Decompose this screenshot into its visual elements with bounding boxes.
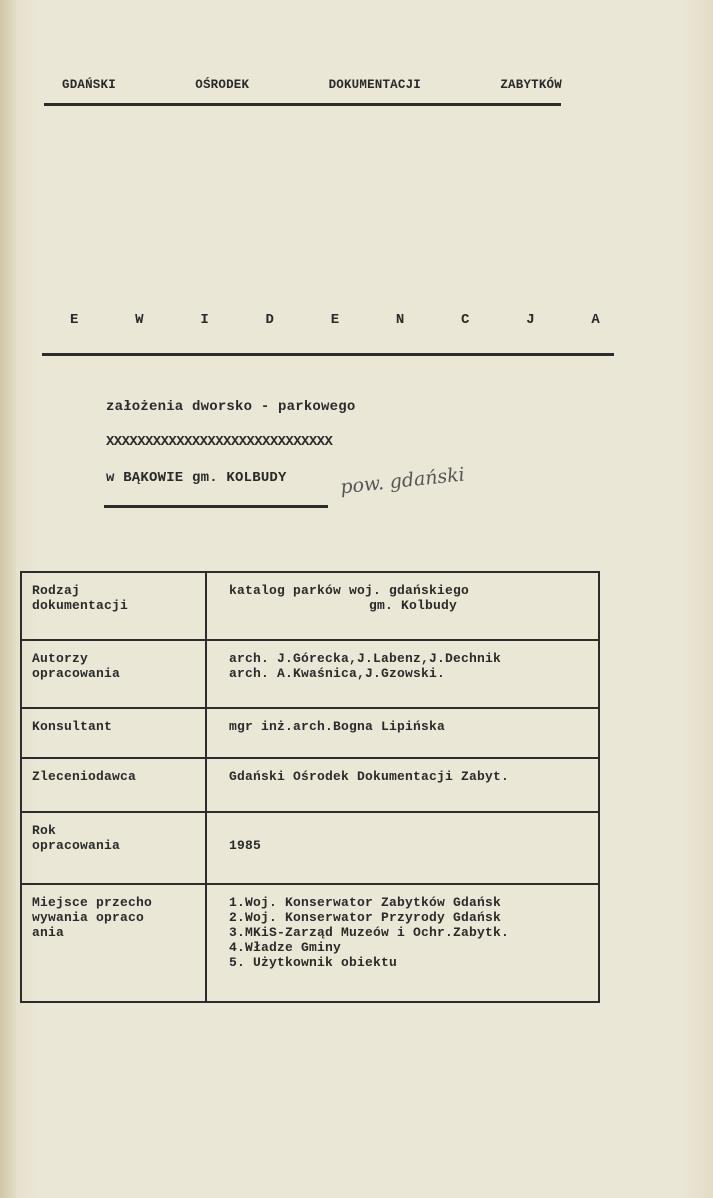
row-value: 1.Woj. Konserwator Zabytków Gdańsk 2.Woj. Konserwator Przyrody Gdańsk 3.MKiS-Zarząd Muzeów i Ochr.Zabytk. 4.Władze Gminy 5. Użytkownik obiektu [206,884,599,1002]
title-rule [42,353,614,356]
title-letter: C [461,312,470,328]
table-row [21,708,599,758]
row-label: Zleceniodawca [21,758,206,812]
row-label: Miejsce przecho wywania opraco ania [21,884,206,1002]
document-title [70,312,600,328]
institution-header [62,78,562,92]
title-letter: J [526,312,535,328]
header-rule [44,103,561,106]
header-word: GDAŃSKI [62,78,116,92]
table-row [21,812,599,884]
row-value: katalog parków woj. gdańskiego gm. Kolbudy [206,572,599,640]
row-value: arch. J.Górecka,J.Labenz,J.Dechnik arch. A.Kwaśnica,J.Gzowski. [206,640,599,708]
table-row [21,758,599,812]
row-value: 1985 [206,812,599,884]
row-value: mgr inż.arch.Bogna Lipińska [206,708,599,758]
row-label: Autorzy opracowania [21,640,206,708]
paper-edge [0,0,16,1198]
title-letter: A [591,312,600,328]
title-letter: N [395,312,405,328]
header-word: OŚRODEK [195,78,250,92]
row-label: Rok opracowania [21,812,206,884]
table-row [21,884,599,1002]
title-letter: E [330,312,340,328]
row-label: Konsultant [21,708,206,758]
subject-line-1: założenia dworsko - parkowego [106,399,356,415]
table-row [21,640,599,708]
row-value: Gdański Ośrodek Dokumentacji Zabyt. [206,758,599,812]
table-row [21,572,599,640]
title-letter: W [135,312,144,328]
subject-rule [104,505,328,508]
subject-line-3: w BĄKOWIE gm. KOLBUDY [106,470,287,486]
metadata-table [20,571,600,1003]
title-letter: I [200,312,209,328]
row-label: Rodzaj dokumentacji [21,572,206,640]
subject-line-2-struck: XXXXXXXXXXXXXXXXXXXXXXXXXXXXX [106,434,333,450]
header-word: ZABYTKÓW [500,78,562,92]
title-letter: D [265,312,275,328]
handwritten-note: pow. gdański [339,463,466,499]
title-letter: E [70,312,79,328]
header-word: DOKUMENTACJI [328,78,421,92]
